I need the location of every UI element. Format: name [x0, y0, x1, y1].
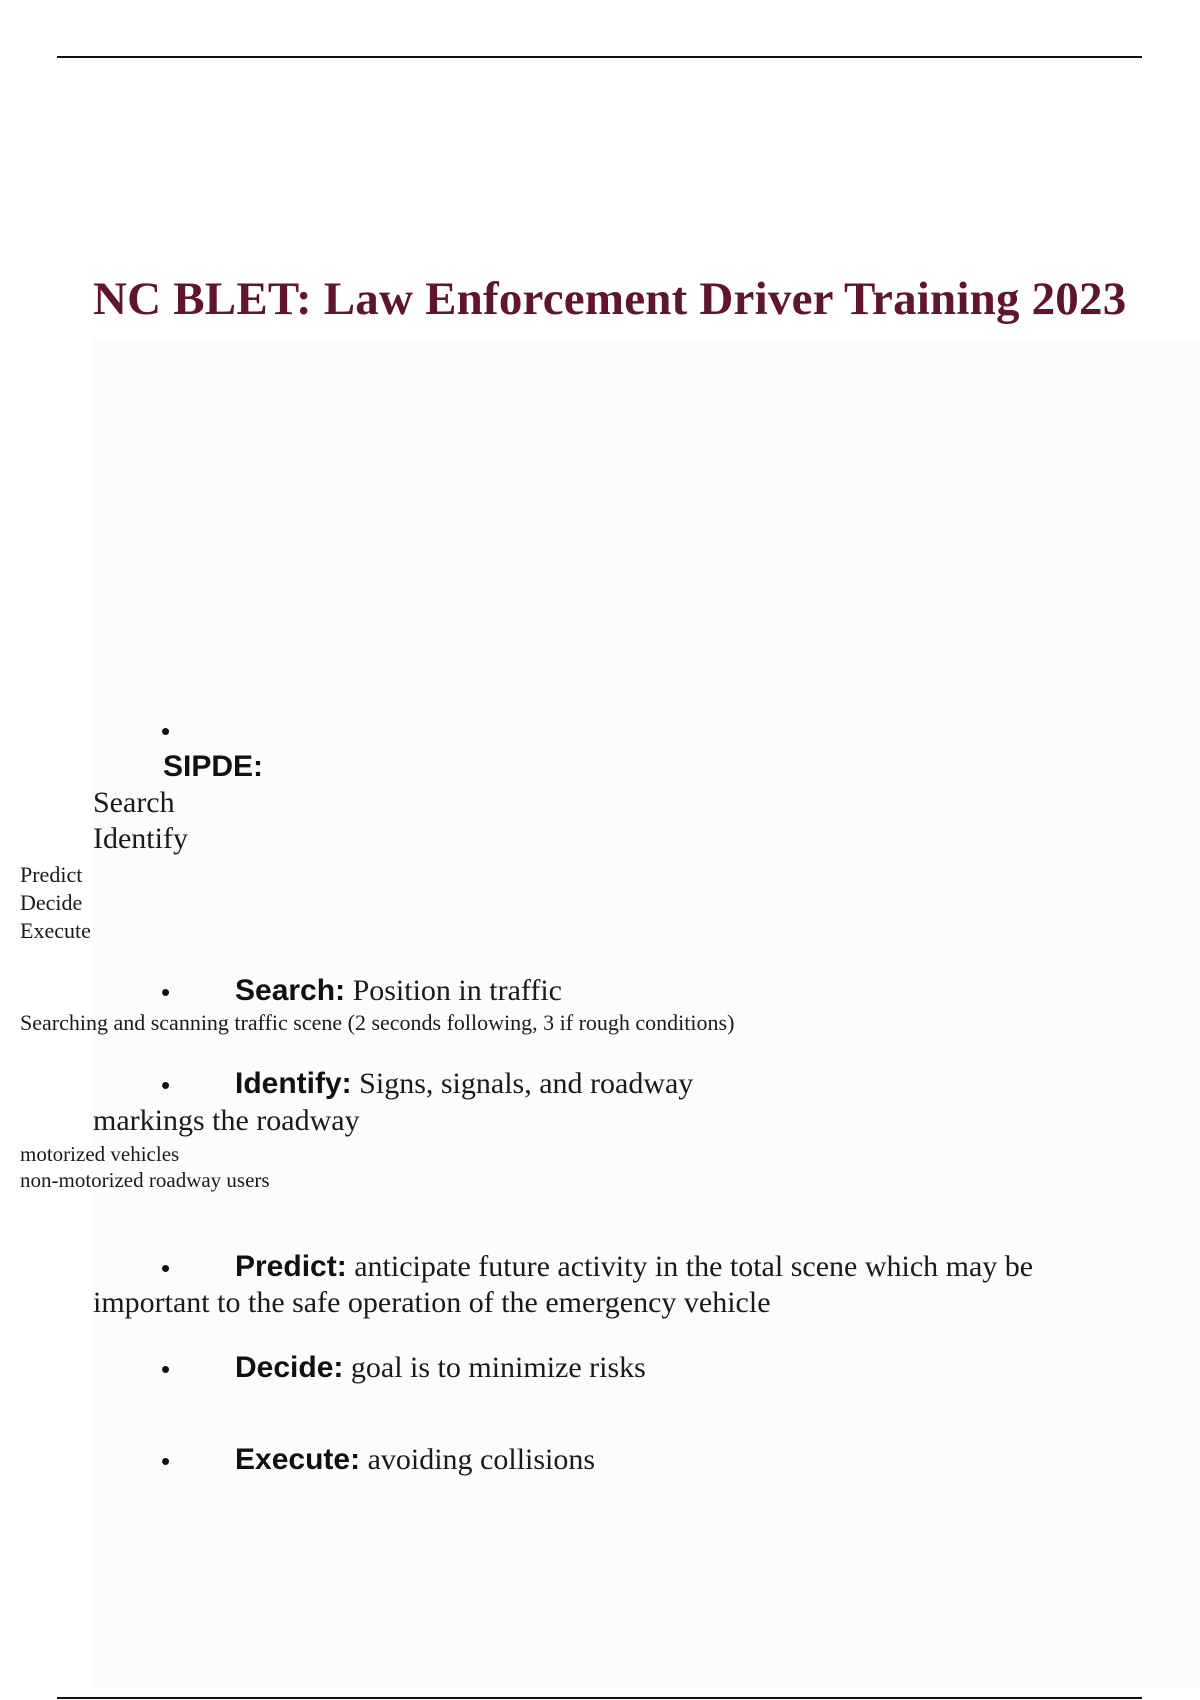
- execute-label: Execute:: [235, 1443, 361, 1476]
- search-item: [235, 974, 562, 1008]
- search-label: Search:: [235, 974, 346, 1007]
- decide-bullet: •: [161, 1354, 171, 1384]
- identify-detail-motorized: motorized vehicles: [20, 1142, 180, 1166]
- sipde-step-execute: Execute: [20, 918, 91, 943]
- predict-bullet: •: [161, 1253, 171, 1283]
- decide-text: goal is to minimize risks: [343, 1351, 646, 1384]
- search-detail: Searching and scanning traffic scene (2 seconds following, 3 if rough conditions): [20, 1010, 735, 1035]
- decide-label: Decide:: [235, 1351, 344, 1384]
- top-rule: [57, 56, 1142, 58]
- sipde-step-search: Search: [93, 786, 175, 819]
- predict-continuation: important to the safe operation of the emergency vehicle: [93, 1286, 771, 1319]
- document-title: NC BLET: Law Enforcement Driver Training 2023: [93, 273, 1127, 325]
- identify-label: Identify:: [235, 1067, 352, 1100]
- identify-item: [235, 1067, 693, 1101]
- predict-item: [235, 1250, 1033, 1284]
- search-bullet: •: [161, 977, 171, 1007]
- predict-label: Predict:: [235, 1250, 347, 1283]
- execute-item: [235, 1443, 595, 1477]
- sipde-step-decide: Decide: [20, 890, 83, 915]
- execute-text: avoiding collisions: [360, 1443, 596, 1476]
- sipde-step-predict: Predict: [20, 862, 83, 887]
- sipde-bullet: •: [161, 716, 171, 746]
- sipde-label: SIPDE:: [163, 750, 264, 783]
- identify-detail-non-motorized: non-motorized roadway users: [20, 1168, 270, 1192]
- identify-text: Signs, signals, and roadway: [351, 1067, 694, 1100]
- bottom-rule: [57, 1697, 1142, 1699]
- predict-text: anticipate future activity in the total scene which may be: [346, 1250, 1034, 1283]
- execute-bullet: •: [161, 1446, 171, 1476]
- search-text: Position in traffic: [345, 974, 562, 1007]
- identify-bullet: •: [161, 1070, 171, 1100]
- sipde-step-identify: Identify: [93, 822, 188, 855]
- decide-item: [235, 1351, 646, 1385]
- identify-continuation: markings the roadway: [93, 1104, 360, 1137]
